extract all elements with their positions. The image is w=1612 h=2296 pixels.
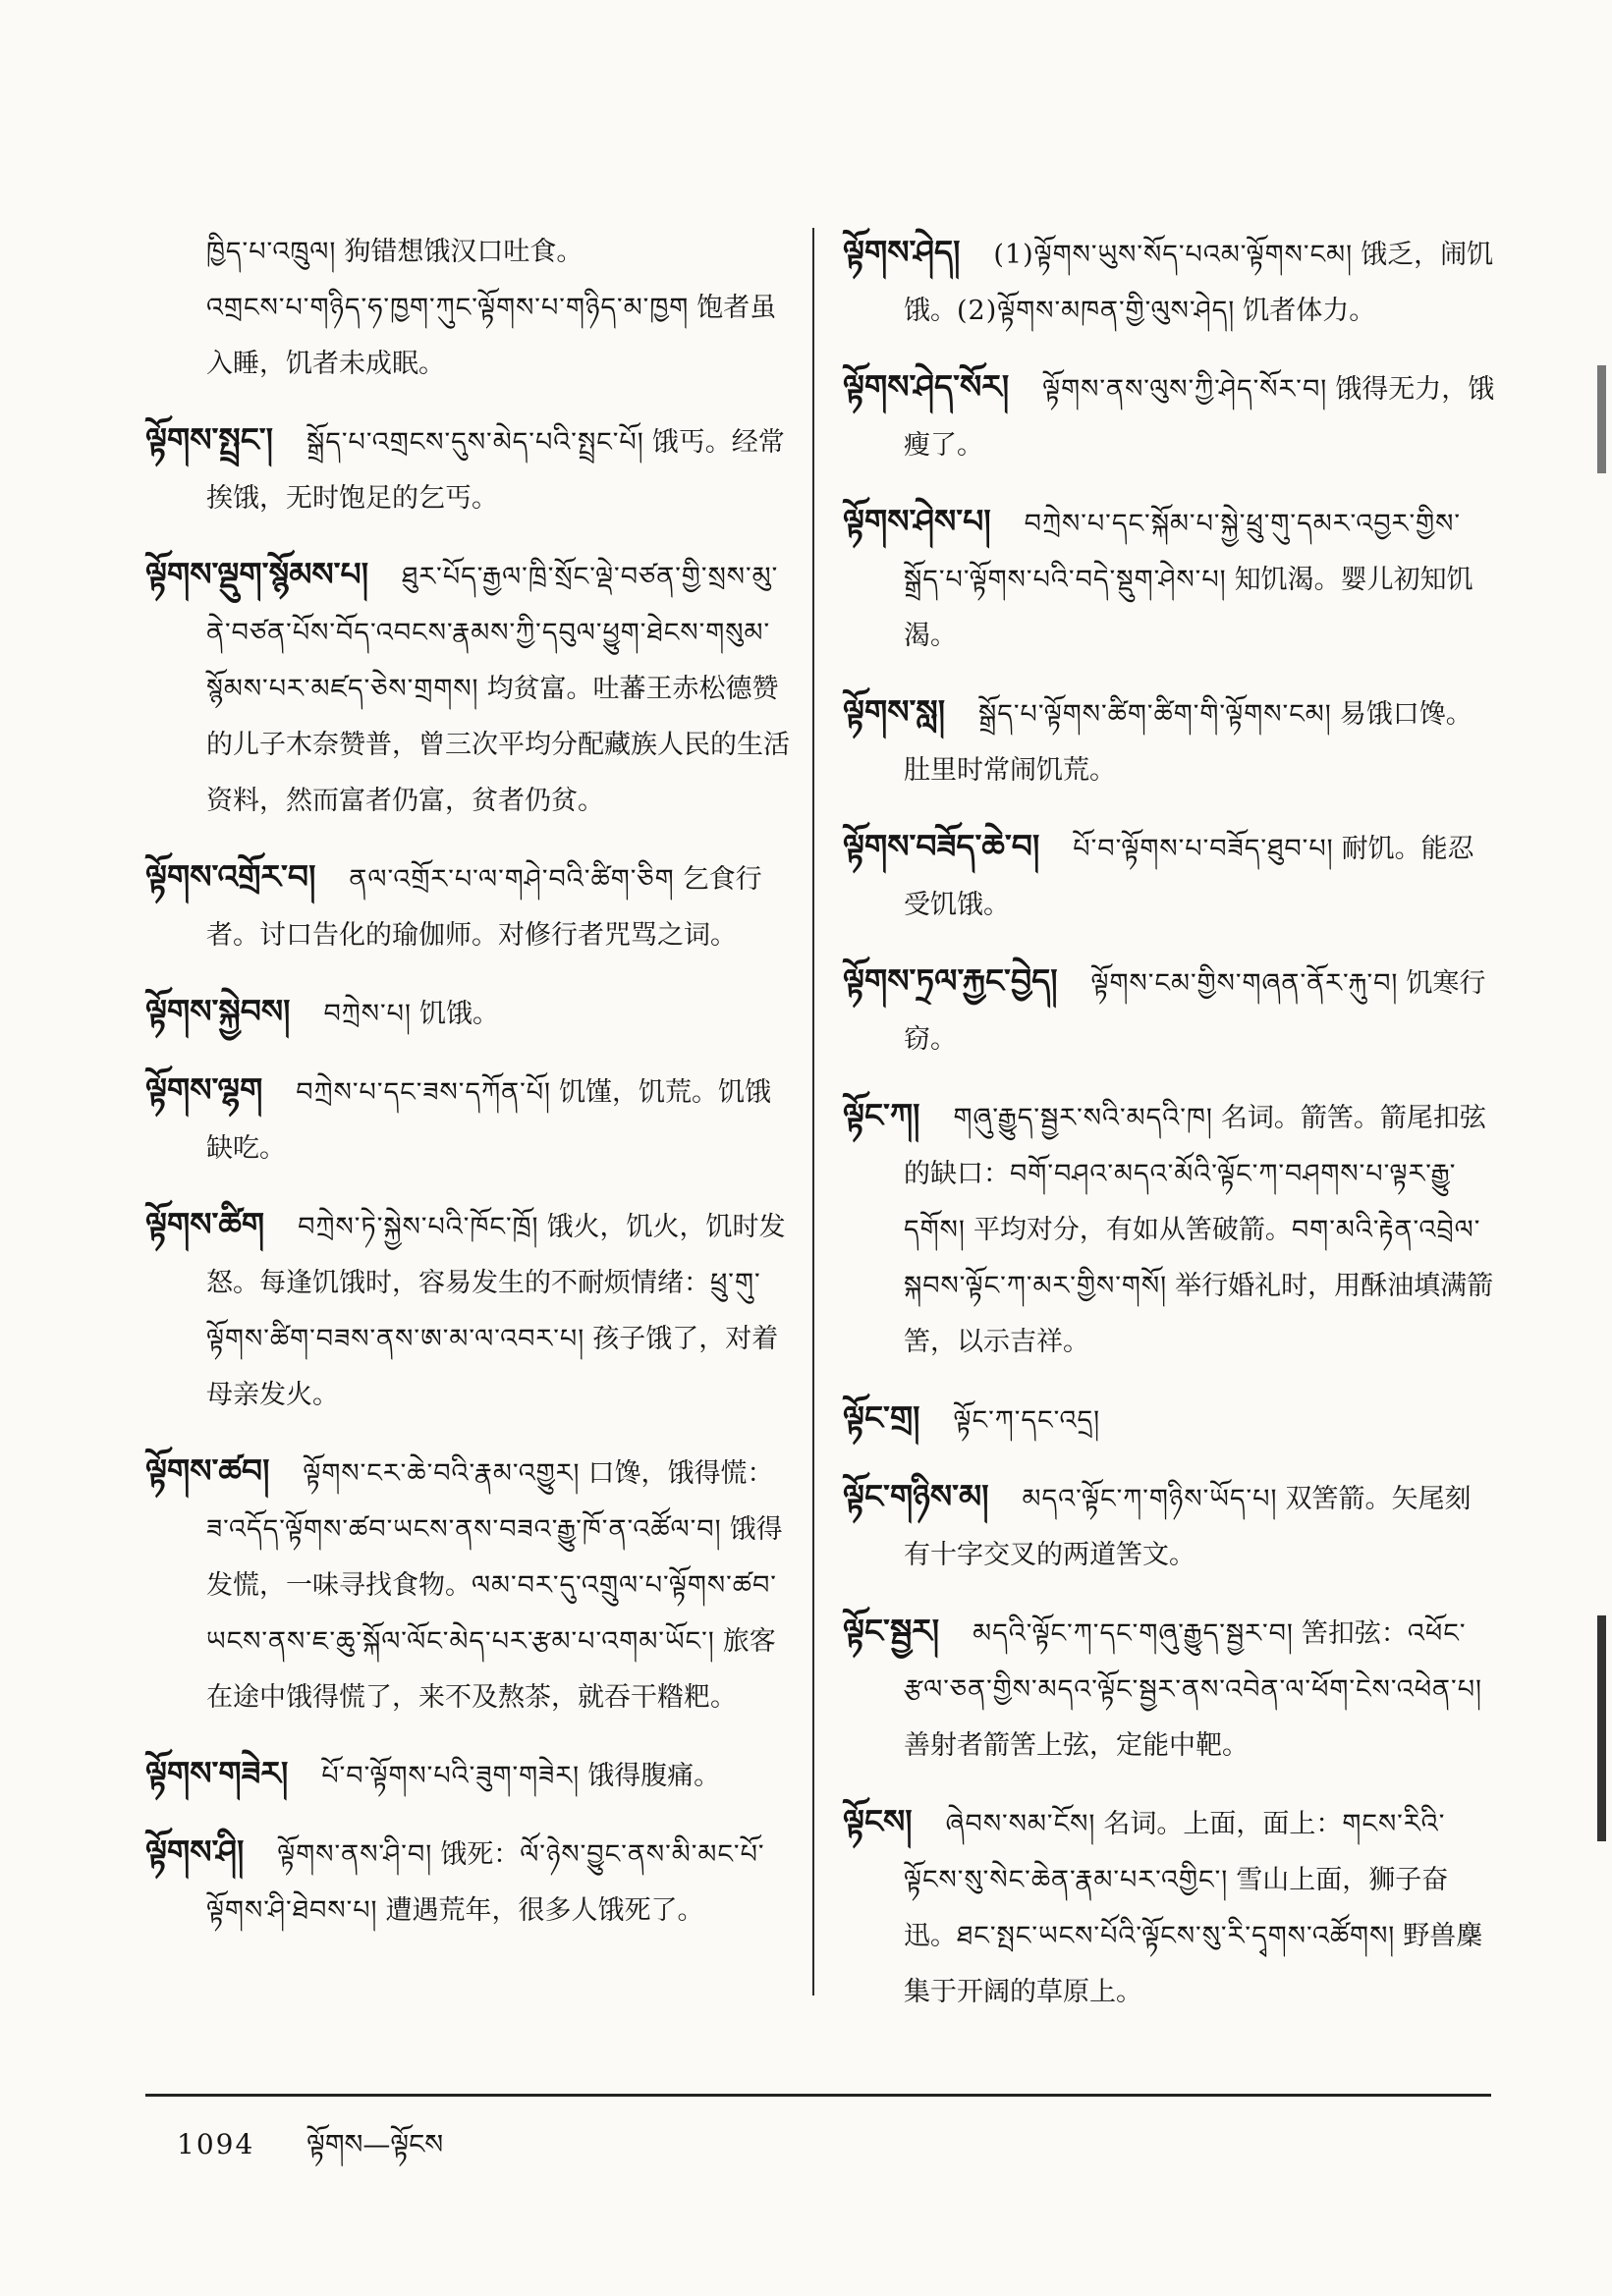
headword: ལྟོགས་ཏྲལ་རྐྱང་བྱེད། <box>843 961 1058 1000</box>
entry <box>145 1196 794 1423</box>
entry <box>145 983 794 1042</box>
tibetan-definition: (2)ལྟོགས་མཁན་གྱི་ལུས་ཤེད། <box>957 296 1236 326</box>
entry <box>145 411 794 526</box>
chinese-example: 善射者箭筈上弦，定能中靶。 <box>904 1730 1249 1761</box>
chinese-definition: 名词。上面，面上： <box>1103 1809 1343 1839</box>
chinese-definition: 耐饥。能忍受饥饿。 <box>904 834 1474 920</box>
chinese-definition: 饿火，饥火，饥时发怒。每逢饥饿时，容易发生的不耐烦情绪： <box>206 1212 786 1298</box>
column-divider <box>812 228 814 1995</box>
chinese-example: 孩子饿了，对着母亲发火。 <box>206 1324 779 1410</box>
tibetan-definition: བཀྲེས་པ་དང་ཟས་དཀོན་པོ། <box>296 1077 552 1108</box>
chinese-definition: 双筈箭。矢尾刻有十字交叉的两道筈文。 <box>904 1484 1472 1570</box>
chinese-example: 雪山上面，狮子奋迅。 <box>904 1865 1449 1951</box>
chinese-definition: 饿得腹痛。 <box>587 1761 721 1791</box>
headword: ལྟོགས་ཤེད་སོར། <box>843 367 1010 406</box>
chinese-definition: 均贫富。吐蕃王赤松德赞的儿子木奈赞普，曾三次平均分配藏族人民的生活资料，然而富者仍富，贫者仍贫。 <box>206 674 790 816</box>
running-head: ལྟོགས—ལྟོངས <box>306 2128 444 2160</box>
chinese-definition: 饥者体力。 <box>1243 296 1376 326</box>
tibetan-definition: ནལ་འགྲོར་པ་ལ་གཤེ་བའི་ཚིག་ཅིག <box>349 864 675 895</box>
headword: ལྟོང་སྦྱར། <box>843 1612 940 1650</box>
headword: ལྟོགས་ལྷག <box>145 1070 263 1109</box>
tibetan-definition: བཀྲེས་པ་དང་སྐོམ་པ་སྐྱེ་ཕྲུ་གུ་དམར་འབྱར་གྱིས་སྒྲོད་པ་ལྟོགས་པའི་བདེ་སྡུག་ཤེས་པ། <box>904 509 1462 595</box>
scan-margin-mark <box>1597 365 1606 473</box>
headword: ལྟོངས། <box>843 1802 913 1840</box>
tibetan-example: ཟ་འདོད་ལྟོགས་ཚབ་ཡངས་ནས་བཟའ་རྒྱུ་ཁོ་ན་འཚོལ་བ། <box>206 1514 722 1545</box>
entry <box>145 1062 794 1176</box>
tibetan-example: བགོ་བཤའ་མདའ་མོའི་ལྟོང་ཀ་བཤགས་པ་ལྟར་རྒྱུ་དགོས། <box>904 1159 1457 1245</box>
chinese-definition: 饥馑，饥荒。饥饿缺吃。 <box>206 1077 772 1164</box>
tibetan-definition: པོ་བ་ལྟོགས་པ་བཟོད་ཐུབ་པ། <box>1073 834 1334 864</box>
footer-rule <box>145 2094 1491 2097</box>
tibetan-text: ཁྱིད་པ་འཁྲུལ། <box>206 237 337 267</box>
chinese-example: 旅客在途中饿得慌了，来不及熬茶，就吞干糌粑。 <box>206 1626 776 1713</box>
chinese-example: 饿得发慌，一味寻找食物。 <box>206 1514 783 1601</box>
entry <box>843 224 1497 339</box>
headword: ལྟོགས་ལྡུག་སྙོམས་པ། <box>145 555 369 593</box>
entry <box>843 953 1497 1067</box>
left-column <box>145 224 794 1958</box>
tibetan-definition: སྒྲོད་པ་ལྟོགས་ཚིག་ཚིག་གི་ལྟོགས་ངམ། <box>978 699 1332 730</box>
chinese-definition: 易饿口馋。肚里时常闹饥荒。 <box>904 699 1473 786</box>
headword: ལྟོགས་ཤེད། <box>843 233 961 271</box>
headword: ལྟོགས་ཚབ། <box>145 1451 270 1490</box>
chinese-definition: 饿得无力，饿瘦了。 <box>904 374 1495 461</box>
entry <box>843 358 1497 473</box>
chinese-definition: 饿丐。经常挨饿，无时饱足的乞丐。 <box>206 427 785 514</box>
headword: ལྟོང་ཀ། <box>843 1096 920 1134</box>
chinese-definition: 饥寒行窃。 <box>904 968 1486 1055</box>
tibetan-definition: (1)ལྟོགས་ཡུས་སོད་པའམ་ལྟོགས་ངམ། <box>993 240 1354 270</box>
chinese-definition: 名词。箭筈。箭尾扣弦的缺口： <box>904 1103 1486 1189</box>
tibetan-example: འཕོང་རྩལ་ཅན་གྱིས་མདའ་ལྟོང་སྦྱར་ནས་འབེན་ལ་ཕོག་ངེས་འཕེན་པ། <box>904 1618 1483 1705</box>
chinese-definition: 知饥渴。婴儿初知饥渴。 <box>904 565 1473 651</box>
tibetan-definition: ལྟོགས་ནས་ལུས་ཀྱི་ཤེད་སོར་བ། <box>1042 374 1328 405</box>
headword: ལྟོགས་འགྲོར་བ། <box>145 857 316 896</box>
headword: ལྟོགས་སླ། <box>843 692 946 731</box>
tibetan-definition: ལྟོགས་ངར་ཆེ་བའི་རྣམ་འགྱུར། <box>303 1458 581 1489</box>
entry <box>843 1390 1497 1449</box>
tibetan-example: གངས་རིའི་ལྟོངས་སུ་སེང་ཆེན་རྣམ་པར་འགྱིང་། <box>904 1809 1446 1895</box>
scan-margin-mark <box>1597 1615 1606 1841</box>
right-column <box>843 224 1497 2040</box>
entry <box>843 818 1497 933</box>
tibetan-definition: ཞེབས་སམ་ངོས། <box>945 1809 1096 1839</box>
tibetan-definition: ལྟོགས་ངམ་གྱིས་གཞན་ནོར་རྐུ་བ། <box>1090 968 1399 999</box>
tibetan-definition: ལྟོགས་ནས་ཤི་བ། <box>277 1839 433 1870</box>
entry <box>145 224 794 392</box>
chinese-text: 狗错想饿汉口吐食。 <box>344 237 584 267</box>
headword: ལྟོགས་བཟོད་ཆེ་བ། <box>843 827 1040 865</box>
headword: ལྟོགས་སྐྱེབས། <box>145 992 291 1030</box>
chinese-example: 野兽麇集于开阔的草原上。 <box>904 1921 1483 2007</box>
chinese-definition: 筈扣弦： <box>1301 1618 1408 1649</box>
chinese-definition: 饿死： <box>440 1839 521 1870</box>
entry <box>843 493 1497 664</box>
chinese-definition: 乞食行者。讨口告化的瑜伽师。对修行者咒骂之词。 <box>206 864 762 951</box>
headword: ལྟོགས་ཚིག <box>145 1205 265 1243</box>
chinese-example: 平均对分，有如从筈破箭。 <box>973 1215 1292 1245</box>
page-number: 1094 <box>177 2128 255 2160</box>
tibetan-definition: སྒྲོད་པ་འགྲངས་དུས་མེད་པའི་སྤྲང་པོ། <box>306 427 644 458</box>
entry <box>145 546 794 829</box>
tibetan-example: ཕྲུ་གུ་ལྟོགས་ཚིག་བཟས་ནས་ཨ་མ་ལ་འབར་པ། <box>206 1268 761 1354</box>
tibetan-example: བག་མའི་རྟེན་འབྲེལ་སྐབས་ལྟོང་ཀ་མར་གྱིས་གསོ། <box>904 1215 1481 1301</box>
tibetan-example: ལོ་ཉེས་བྱུང་ནས་མི་མང་པོ་ལྟོགས་ཤི་ཐེབས་པ། <box>206 1839 765 1926</box>
headword: ལྟོང་གཉིས་མ། <box>843 1477 989 1515</box>
headword: ལྟོགས་གཟེར། <box>145 1754 289 1792</box>
entry <box>145 1745 794 1804</box>
tibetan-text: འགྲངས་པ་གཉིད་ཧ་ཁྱག་ཀུང་ལྟོགས་པ་གཉིད་མ་ཁྱག <box>206 293 690 323</box>
tibetan-example: ལམ་བར་དུ་འགྲུལ་པ་ལྟོགས་ཚབ་ཡངས་ནས་ཇ་ཆུ་སྐོལ་ལོང་མེད་པར་རྩམ་པ་འགམ་ཡོང་། <box>206 1570 777 1657</box>
entry <box>843 683 1497 798</box>
entry <box>145 1443 794 1725</box>
chinese-text: 饱者虽入睡，饥者未成眠。 <box>206 293 777 379</box>
entry <box>843 1603 1497 1774</box>
tibetan-example: ཐང་སྤང་ཡངས་པོའི་ལྟོངས་སུ་རི་དྭགས་འཚོགས། <box>957 1921 1396 1951</box>
chinese-definition: 饿乏，闹饥饿。 <box>904 240 1494 326</box>
tibetan-definition: བཀྲེས་ཏེ་སྐྱེས་པའི་ཁོང་ཁྲོ། <box>298 1212 539 1242</box>
tibetan-definition: གཞུ་རྒྱུད་སྦྱར་སའི་མདའི་ཁ། <box>953 1103 1213 1133</box>
chinese-definition: 饥饿。 <box>418 999 499 1029</box>
entry <box>145 1824 794 1939</box>
headword: ལྟོགས་ཤེས་པ། <box>843 502 991 540</box>
entry <box>843 1468 1497 1583</box>
tibetan-definition: ལྟོང་ཀ་དང་འདྲ། <box>953 1405 1101 1436</box>
chinese-example: 遭遇荒年，很多人饿死了。 <box>385 1895 704 1926</box>
tibetan-definition: མདའ་ལྟོང་ཀ་གཉིས་ཡོད་པ། <box>1022 1484 1278 1514</box>
tibetan-definition: པོ་བ་ལྟོགས་པའི་ཟུག་གཟེར། <box>321 1761 581 1791</box>
chinese-example: 举行婚礼时，用酥油填满箭筈，以示吉祥。 <box>904 1271 1494 1357</box>
tibetan-definition: མདའི་ལྟོང་ཀ་དང་གཞུ་རྒྱུད་སྦྱར་བ། <box>973 1618 1294 1649</box>
entry <box>843 1793 1497 2020</box>
entry <box>843 1087 1497 1370</box>
page-footer <box>177 2113 443 2191</box>
entry <box>145 848 794 963</box>
tibetan-definition: བཀྲེས་པ། <box>323 999 412 1029</box>
chinese-definition: 口馋，饿得慌： <box>587 1458 774 1489</box>
headword: ལྟོང་གྲ། <box>843 1398 920 1437</box>
headword: ལྟོགས་སྤྲང་། <box>145 420 273 459</box>
tibetan-definition: ཐུར་པོད་རྒྱལ་ཁྲི་སྲོང་ལྡེ་བཙན་གྱི་སྲས་མུ་ནེ་བཙན་པོས་བོད་འབངས་རྣམས་ཀྱི་དབུལ་ཕྱུག་ཐེངས་གསུམ་སྙོམས་པར་མཛད་ཅེས་གྲགས། <box>206 562 779 704</box>
headword: ལྟོགས་ཤི། <box>145 1832 245 1871</box>
